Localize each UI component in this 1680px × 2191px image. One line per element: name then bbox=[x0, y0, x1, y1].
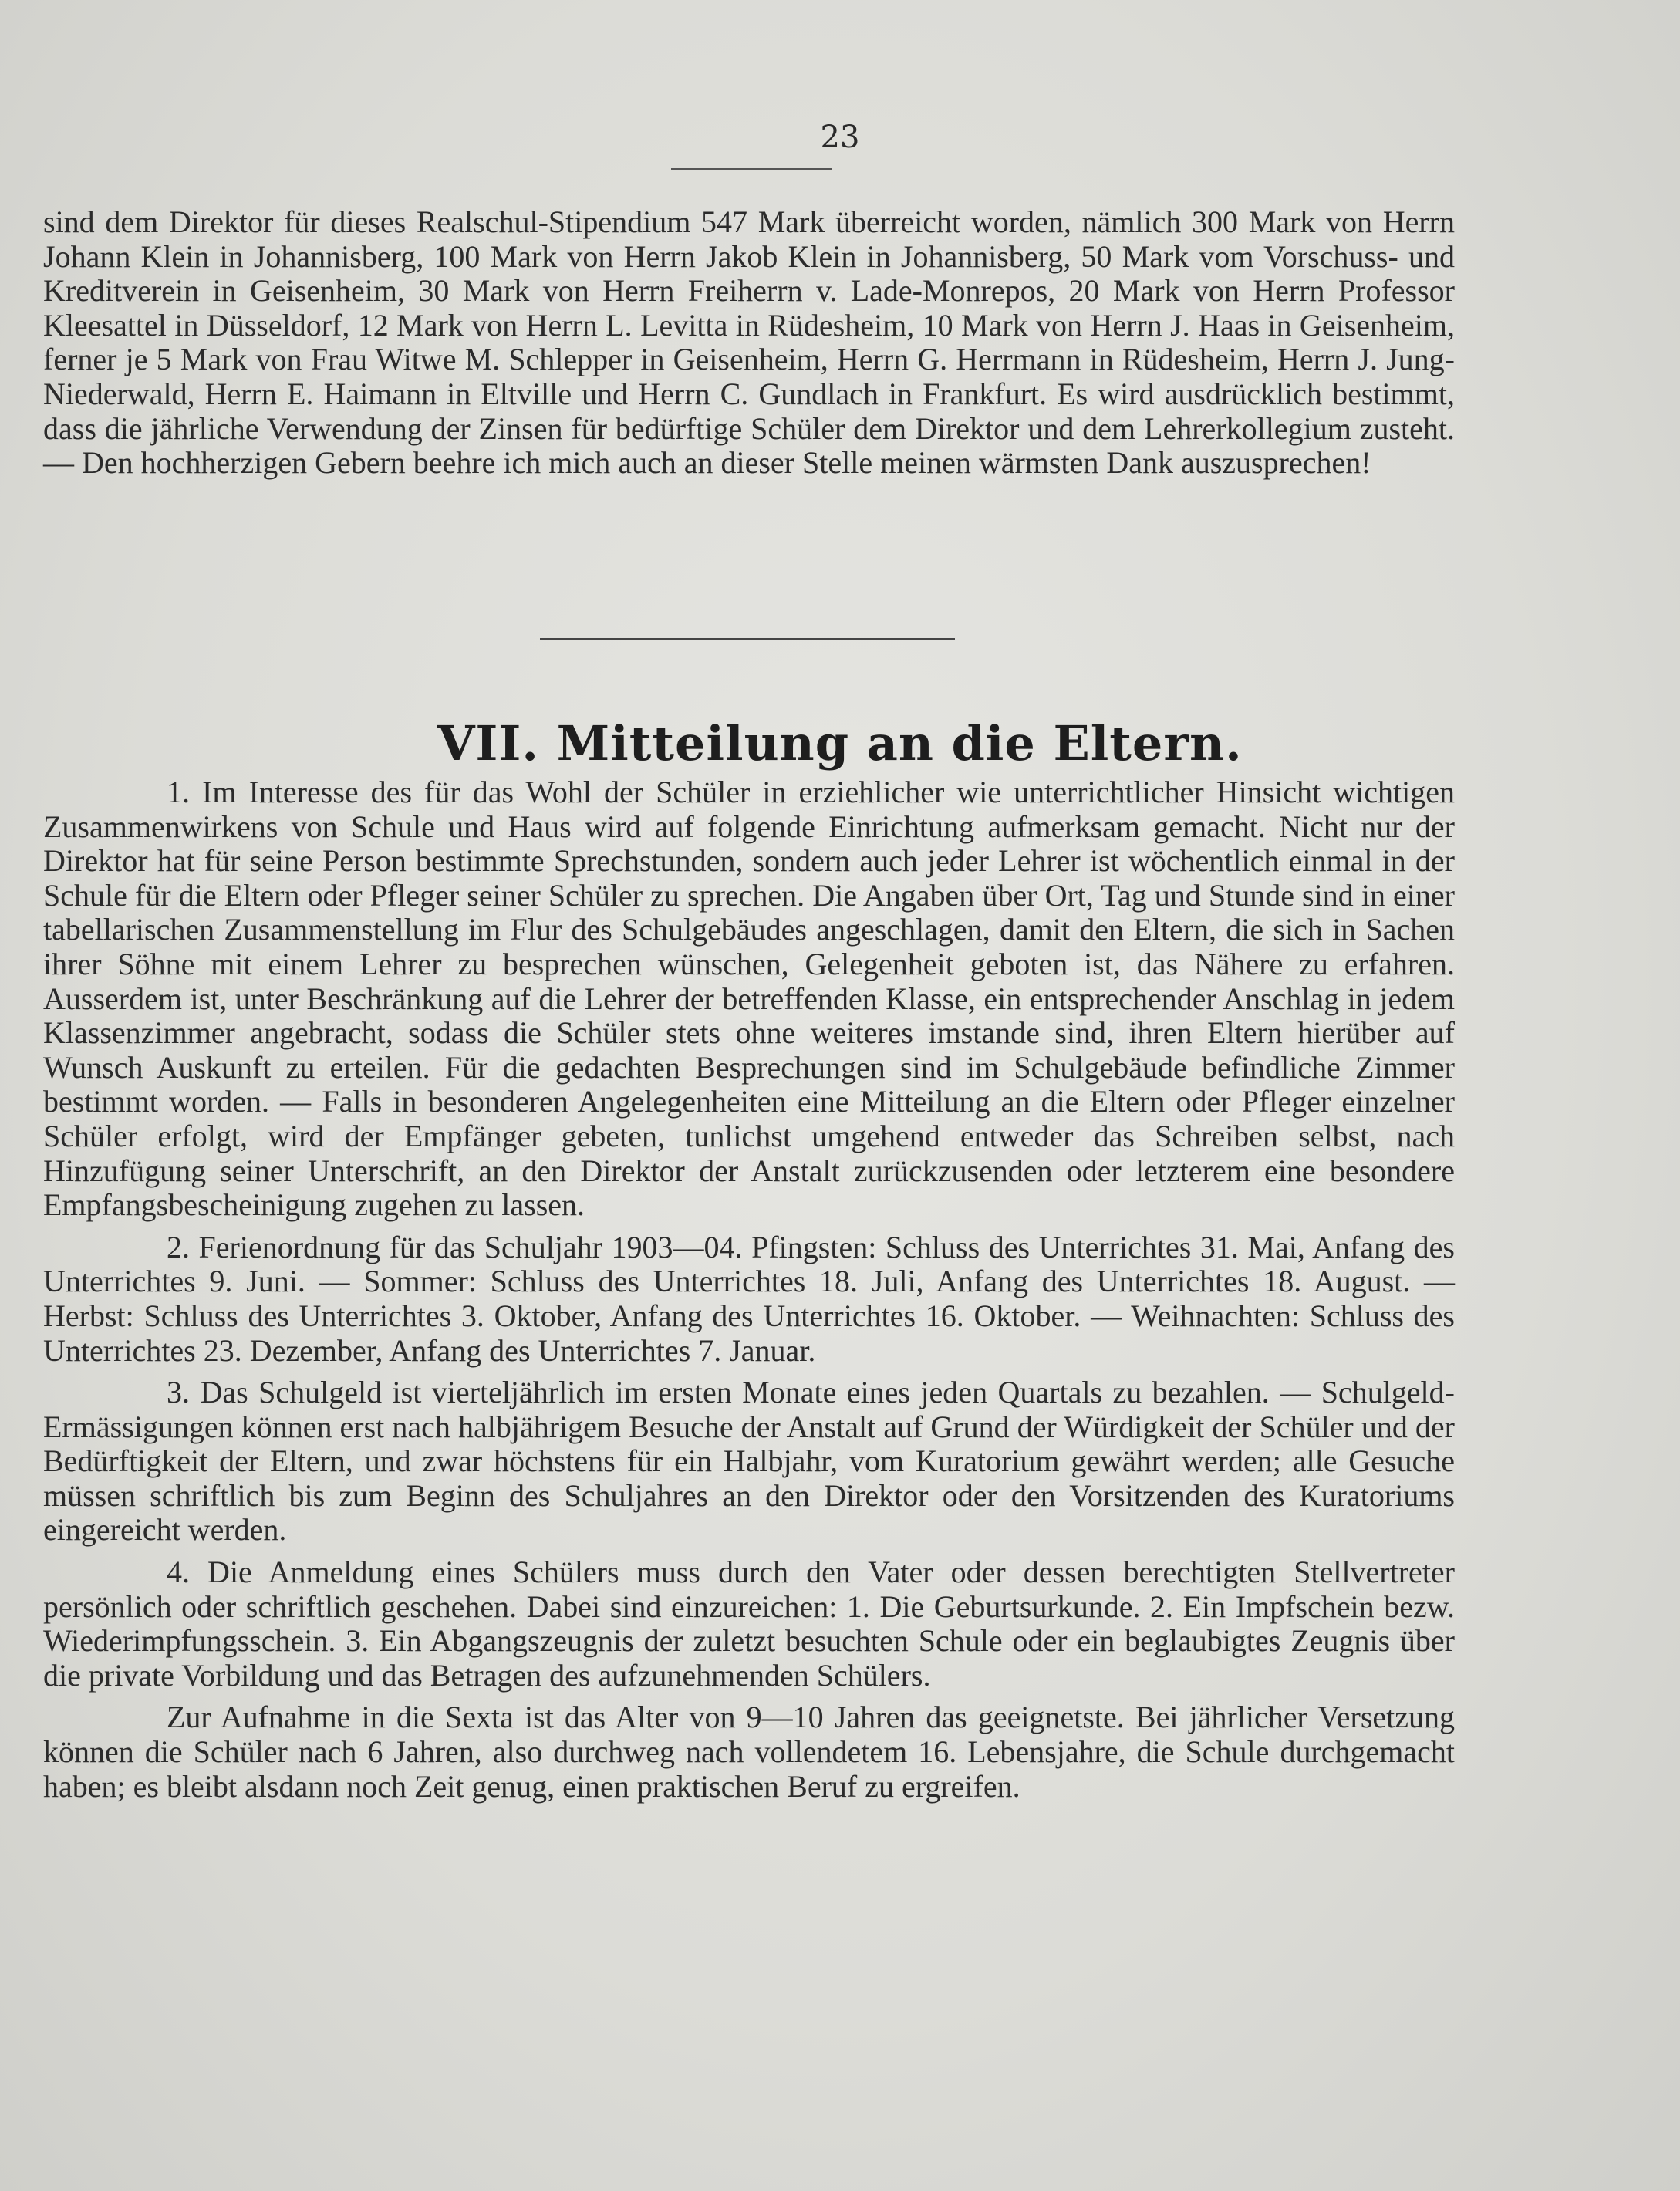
paragraph-5-aufnahme: Zur Aufnahme in die Sexta ist das Alter von 9—10 Jahren das geeignetste. Bei jährlicher Versetzung können die Schüler nach 6 Jahren, also durchweg nach vollendetem 16. Lebensjahre, die Schule durchgemacht haben; es bleibt alsdann noch Zeit genug, einen praktischen Beruf zu ergreifen. bbox=[43, 1700, 1455, 1804]
paragraph-4-anmeldung: 4. Die Anmeldung eines Schülers muss durch den Vater oder dessen berechtigten Stellvertreter persönlich oder schriftlich geschehen. Dabei sind einzureichen: 1. Die Geburtsurkunde. 2. Ein Impfschein bezw. Wiederimpfungsschein. 3. Ein Abgangszeugnis der zuletzt besuchten Schule oder ein beglaubigtes Zeugnis über die private Vorbildung und das Betragen des aufzunehmenden Schülers. bbox=[43, 1555, 1455, 1693]
page-number-underline bbox=[671, 168, 832, 170]
paragraph-1-sprechstunden: 1. Im Interesse des für das Wohl der Schüler in erziehlicher wie unterrichtlicher Hinsicht wichtigen Zusammenwirkens von Schule und Haus wird auf folgende Einrichtung aufmerksam gemacht. Nicht nur der Direktor hat für seine Person bestimmte Sprechstunden, sondern auch jeder Lehrer ist wöchentlich einmal in der Schule für die Eltern oder Pfleger seiner Schüler zu sprechen. Die Angaben über Ort, Tag und Stunde sind in einer tabellarischen Zusammenstellung im Flur des Schulgebäudes angeschlagen, damit den Eltern, die sich in Sachen ihrer Söhne mit einem Lehrer zu besprechen wünschen, Gelegenheit geboten ist, das Nähere zu erfahren. Ausserdem ist, unter Beschränkung auf die Lehrer der betreffenden Klasse, ein entsprechender Anschlag in jedem Klassenzimmer angebracht, sodass die Schüler stets ohne weiteres imstande sind, ihren Eltern hierüber auf Wunsch Auskunft zu erteilen. Für die gedachten Besprechungen sind im Schulgebäude befindliche Zimmer bestimmt worden. — Falls in besonderen Angelegenheiten eine Mitteilung an die Eltern oder Pfleger einzelner Schüler erfolgt, wird der Empfänger gebeten, tunlichst umgehend entweder das Schreiben selbst, nach Hinzufügung seiner Unterschrift, an den Direktor der Anstalt zurückzusenden oder letzterem eine besondere Empfangsbescheinigung zugehen zu lassen. bbox=[43, 775, 1455, 1223]
paragraph-3-schulgeld: 3. Das Schulgeld ist vierteljährlich im ersten Monate eines jeden Quartals zu bezahlen. — Schulgeld-Ermässigungen können erst nach halbjährigem Besuche der Anstalt auf Grund der Würdigkeit der Schüler und der Bedürftigkeit der Eltern, und zwar höchstens für ein Halbjahr, vom Kuratorium gewährt werden; alle Gesuche müssen schriftlich bis zum Beginn des Schuljahres an den Direktor oder den Vorsitzenden des Kuratoriums eingereicht werden. bbox=[43, 1375, 1455, 1548]
section-divider bbox=[540, 638, 955, 640]
section-heading: VII. Mitteilung an die Eltern. bbox=[437, 714, 1243, 771]
section-body bbox=[43, 775, 1455, 1811]
paragraph-2-ferienordnung: 2. Ferienordnung für das Schuljahr 1903—04. Pfingsten: Schluss des Unterrichtes 31. Mai, Anfang des Unterrichtes 9. Juni. — Sommer: Schluss des Unterrichtes 18. Juli, Anfang des Unterrichtes 18. August. — Herbst: Schluss des Unterrichtes 3. Oktober, Anfang des Unterrichtes 16. Oktober. — Weihnachten: Schluss des Unterrichtes 23. Dezember, Anfang des Unterrichtes 7. Januar. bbox=[43, 1229, 1455, 1368]
intro-paragraph: sind dem Direktor für dieses Realschul-Stipendium 547 Mark überreicht worden, nämlich 300 Mark von Herrn Johann Klein in Johannisberg, 100 Mark von Herrn Jakob Klein in Johannisberg, 50 Mark vom Vorschuss- und Kreditverein in Geisenheim, 30 Mark von Herrn Freiherrn v. Lade-Monrepos, 20 Mark von Herrn Professor Kleesattel in Düsseldorf, 12 Mark von Herrn L. Levitta in Rüdesheim, 10 Mark von Herrn J. Haas in Geisenheim, ferner je 5 Mark von Frau Witwe M. Schlepper in Geisenheim, Herrn G. Herrmann in Rüdesheim, Herrn J. Jung-Niederwald, Herrn E. Haimann in Eltville und Herrn C. Gundlach in Frankfurt. Es wird ausdrücklich bestimmt, dass die jährliche Verwendung der Zinsen für bedürftige Schüler dem Direktor und dem Lehrerkollegium zusteht. — Den hochherzigen Gebern beehre ich mich auch an dieser Stelle meinen wärmsten Dank auszusprechen! bbox=[43, 204, 1455, 481]
page-number: 23 bbox=[820, 120, 860, 155]
